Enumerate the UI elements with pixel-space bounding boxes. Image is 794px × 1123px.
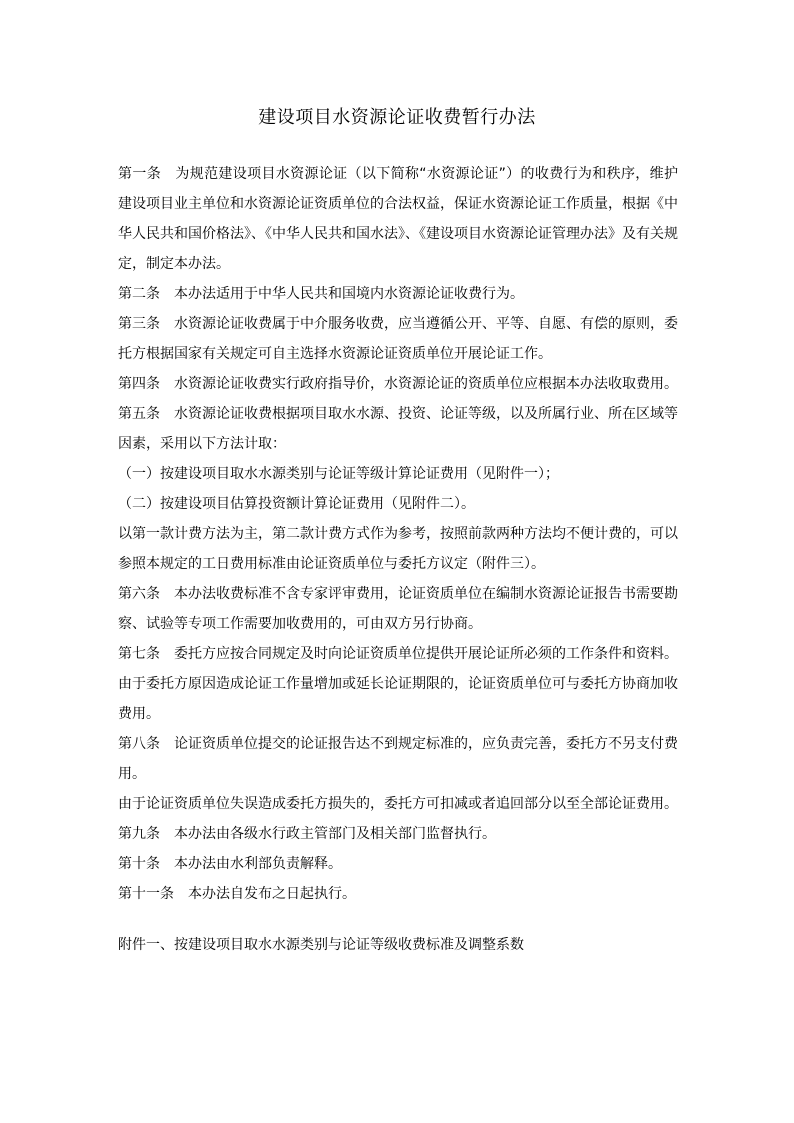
article-6: 第六条 本办法收费标准不含专家评审费用，论证资质单位在编制水资源论证报告书需要勘察、试验等专项工作需要加收费用的，可由双方另行协商。 [118, 586, 678, 632]
appendix-heading: 附件一、按建设项目取水水源类别与论证等级收费标准及调整系数 [118, 937, 524, 953]
article-8: 第八条 论证资质单位提交的论证报告达不到规定标准的，应负责完善，委托方不另支付费用。 [118, 736, 678, 782]
article-3: 第三条 水资源论证收费属于中介服务收费，应当遵循公开、平等、自愿、有偿的原则，委托方根据国家有关规定可自主选择水资源论证资质单位开展论证工作。 [118, 316, 678, 362]
article-11: 第十一条 本办法自发布之日起执行。 [118, 886, 356, 902]
article-8-note: 由于论证资质单位失误造成委托方损失的，委托方可扣减或者追回部分以至全部论证费用。 [118, 796, 678, 812]
article-2: 第二条 本办法适用于中华人民共和国境内水资源论证收费行为。 [118, 286, 524, 302]
article-5-item-1: （一）按建设项目取水水源类别与论证等级计算论证费用（见附件一）； [118, 466, 559, 482]
article-9: 第九条 本办法由各级水行政主管部门及相关部门监督执行。 [118, 826, 496, 842]
article-7: 第七条 委托方应按合同规定及时向论证资质单位提供开展论证所必须的工作条件和资料。由于委托方原因造成论证工作量增加或延长论证期限的，论证资质单位可与委托方协商加收费用。 [118, 646, 678, 722]
article-5-note: 以第一款计费方法为主，第二款计费方式作为参考，按照前款两种方法均不便计费的，可以参照本规定的工日费用标准由论证资质单位与委托方议定（附件三）。 [118, 526, 678, 572]
article-4: 第四条 水资源论证收费实行政府指导价，水资源论证的资质单位应根据本办法收取费用。 [118, 376, 678, 392]
document-body [118, 159, 678, 960]
article-5-item-2: （二）按建设项目估算投资额计算论证费用（见附件二）。 [118, 496, 475, 512]
section-spacer [118, 909, 678, 930]
document-title: 建设项目水资源论证收费暂行办法 [258, 107, 536, 128]
article-1: 第一条 为规范建设项目水资源论证（以下简称“水资源论证”）的收费行为和秩序，维护建设项目业主单位和水资源论证资质单位的合法权益，保证水资源论证工作质量，根据《中华人民共和国价格法》、《中华人民共和国水法》、《建设项目水资源论证管理办法》及有关规定，制定本办法。 [118, 166, 678, 272]
article-5: 第五条 水资源论证收费根据项目取水水源、投资、论证等级，以及所属行业、所在区域等因素，采用以下方法计取： [118, 406, 678, 452]
article-10: 第十条 本办法由水利部负责解释。 [118, 856, 342, 872]
